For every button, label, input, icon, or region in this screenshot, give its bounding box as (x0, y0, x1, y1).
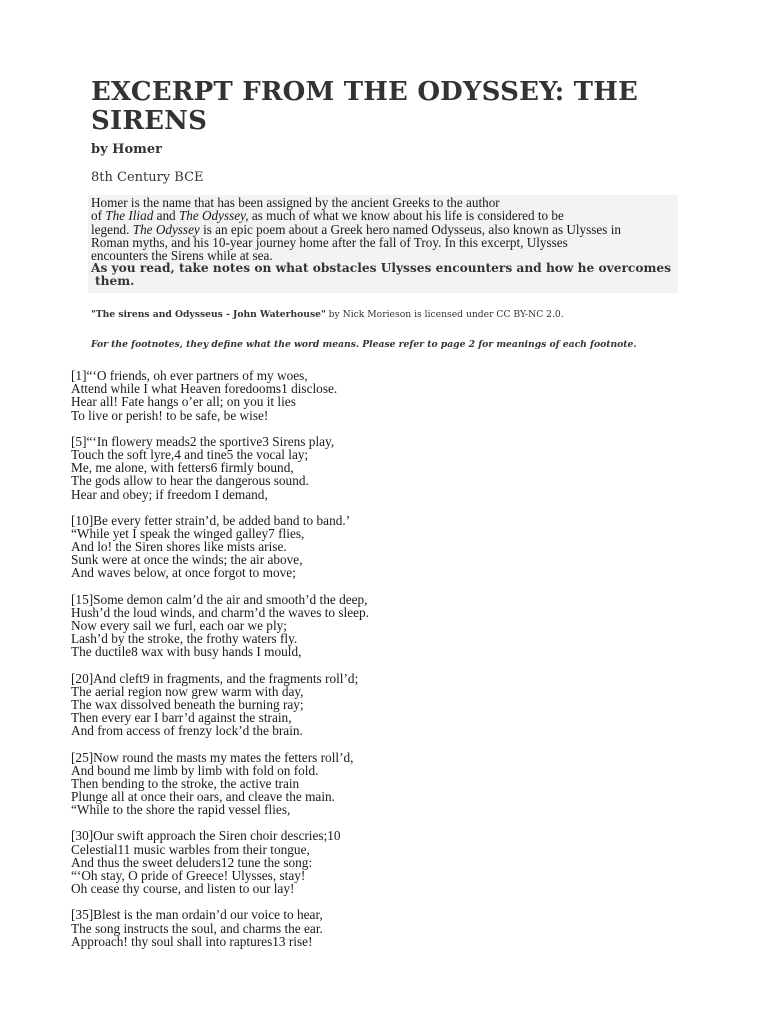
poem-line: Sunk were at once the winds; the air above, (71, 552, 303, 568)
poem-line: The aerial region now grew warm with day, (71, 683, 304, 699)
intro-line-2-prefix: of (91, 208, 106, 224)
poem-line: “‘Oh stay, O pride of Greece! Ulysses, stay! (71, 868, 306, 883)
poem-line: To live or perish! to be safe, be wise! (71, 407, 269, 423)
page-title: EXCERPT FROM THE ODYSSEY: THE SIRENS (91, 77, 639, 136)
work-title-iliad: The Iliad (105, 208, 154, 224)
poem-line: The wax dissolved beneath the burning ray; (71, 696, 304, 712)
poem-stanza (71, 514, 671, 580)
intro-text (91, 196, 678, 262)
poem-line: Attend while I what Heaven foredooms1 disclose. (71, 381, 338, 397)
credit-title: "The sirens and Odysseus - John Waterhouse" (91, 309, 326, 320)
poem-stanza (71, 751, 671, 817)
poem-line: [35]Blest is the man ordain’d our voice to hear, (71, 907, 323, 923)
poem-line: Me, me alone, with fetters6 firmly bound, (71, 460, 294, 476)
poem-stanza (71, 908, 671, 948)
poem-line: Oh cease thy course, and listen to our lay! (71, 881, 295, 897)
intro-line-3-suffix: is an epic poem about a Greek hero named Odysseus, also known as Ulysses in (199, 221, 621, 237)
poem-stanza (71, 593, 671, 659)
poem-line: And from access of frenzy lock’d the brain. (71, 723, 303, 739)
poem-stanza (71, 435, 671, 501)
poem-line: And lo! the Siren shores like mists arise. (71, 539, 287, 555)
poem-stanza (71, 829, 671, 895)
poem-line: The song instructs the soul, and charms the ear. (71, 920, 323, 936)
poem-line: [1]“‘O friends, oh ever partners of my woes, (71, 368, 308, 383)
intro-line-3-prefix: legend. (91, 221, 133, 237)
poem-line: [10]Be every fetter strain’d, be added band to band.’ (71, 512, 351, 528)
work-title-odyssey: The Odyssey, (178, 208, 249, 224)
poem-line: Then every ear I barr’d against the strain, (71, 710, 292, 726)
image-credit (91, 309, 691, 320)
intro-box (88, 195, 678, 293)
poem-line: And thus the sweet deluders12 tune the song: (71, 854, 313, 870)
poem-line: Approach! thy soul shall into raptures13 rise! (71, 933, 313, 949)
poem-line: The ductile8 wax with busy hands I mould, (71, 644, 302, 660)
poem-line: [20]And cleft9 in fragments, and the fragments roll’d; (71, 670, 359, 686)
poem-line: The gods allow to hear the dangerous sound. (71, 473, 309, 489)
poem-line: “While to the shore the rapid vessel flies, (71, 802, 291, 818)
poem-line: Now every sail we furl, each oar we ply; (71, 618, 287, 633)
poem-stanza (71, 672, 671, 738)
poem-stanza (71, 369, 671, 422)
poem-line: “While yet I speak the winged galley7 flies, (71, 525, 305, 541)
poem-line: Celestial11 music warbles from their tongue, (71, 841, 310, 857)
era-label: 8th Century BCE (91, 170, 204, 185)
poem-line: Then bending to the stroke, the active train (71, 775, 300, 791)
intro-and: and (153, 208, 179, 224)
author-byline: by Homer (91, 142, 162, 157)
poem-line: And waves below, at once forgot to move; (71, 565, 296, 581)
reading-instruction: As you read, take notes on what obstacles Ulysses encounters and how he overcomes them. (91, 261, 671, 289)
intro-line-1: Homer is the name that has been assigned by the ancient Greeks to the author (91, 195, 500, 210)
poem-line: [5]“‘In flowery meads2 the sportive3 Sirens play, (71, 433, 335, 449)
poem-line: [30]Our swift approach the Siren choir descries;10 (71, 828, 341, 844)
poem-line: Touch the soft lyre,4 and tine5 the vocal lay; (71, 446, 309, 462)
work-title-odyssey-2: The Odyssey (132, 221, 200, 237)
poem-line: Lash’d by the stroke, the frothy waters fly. (71, 631, 298, 647)
credit-license: by Nick Morieson is licensed under CC BY-NC 2.0. (325, 309, 564, 320)
intro-line-5: encounters the Sirens while at sea. (91, 248, 273, 264)
poem-line: Hush’d the loud winds, and charm’d the waves to sleep. (71, 604, 370, 620)
poem-body (71, 369, 671, 961)
poem-line: Plunge all at once their oars, and cleave the main. (71, 789, 335, 805)
intro-line-2-suffix: as much of what we know about his life is considered to be (248, 208, 564, 224)
intro-line-4: Roman myths, and his 10-year journey home after the fall of Troy. In this excerpt, Ulysses (91, 234, 568, 250)
poem-line: Hear all! Fate hangs o’er all; on you it lies (71, 394, 296, 410)
poem-line: And bound me limb by limb with fold on fold. (71, 762, 319, 778)
poem-line: [25]Now round the masts my mates the fetters roll’d, (71, 749, 354, 765)
poem-line: Hear and obey; if freedom I demand, (71, 486, 268, 502)
footnote-instruction: For the footnotes, they define what the word means. Please refer to page 2 for meanings of each footnote. (91, 339, 637, 350)
poem-line: [15]Some demon calm’d the air and smooth’d the deep, (71, 591, 368, 607)
